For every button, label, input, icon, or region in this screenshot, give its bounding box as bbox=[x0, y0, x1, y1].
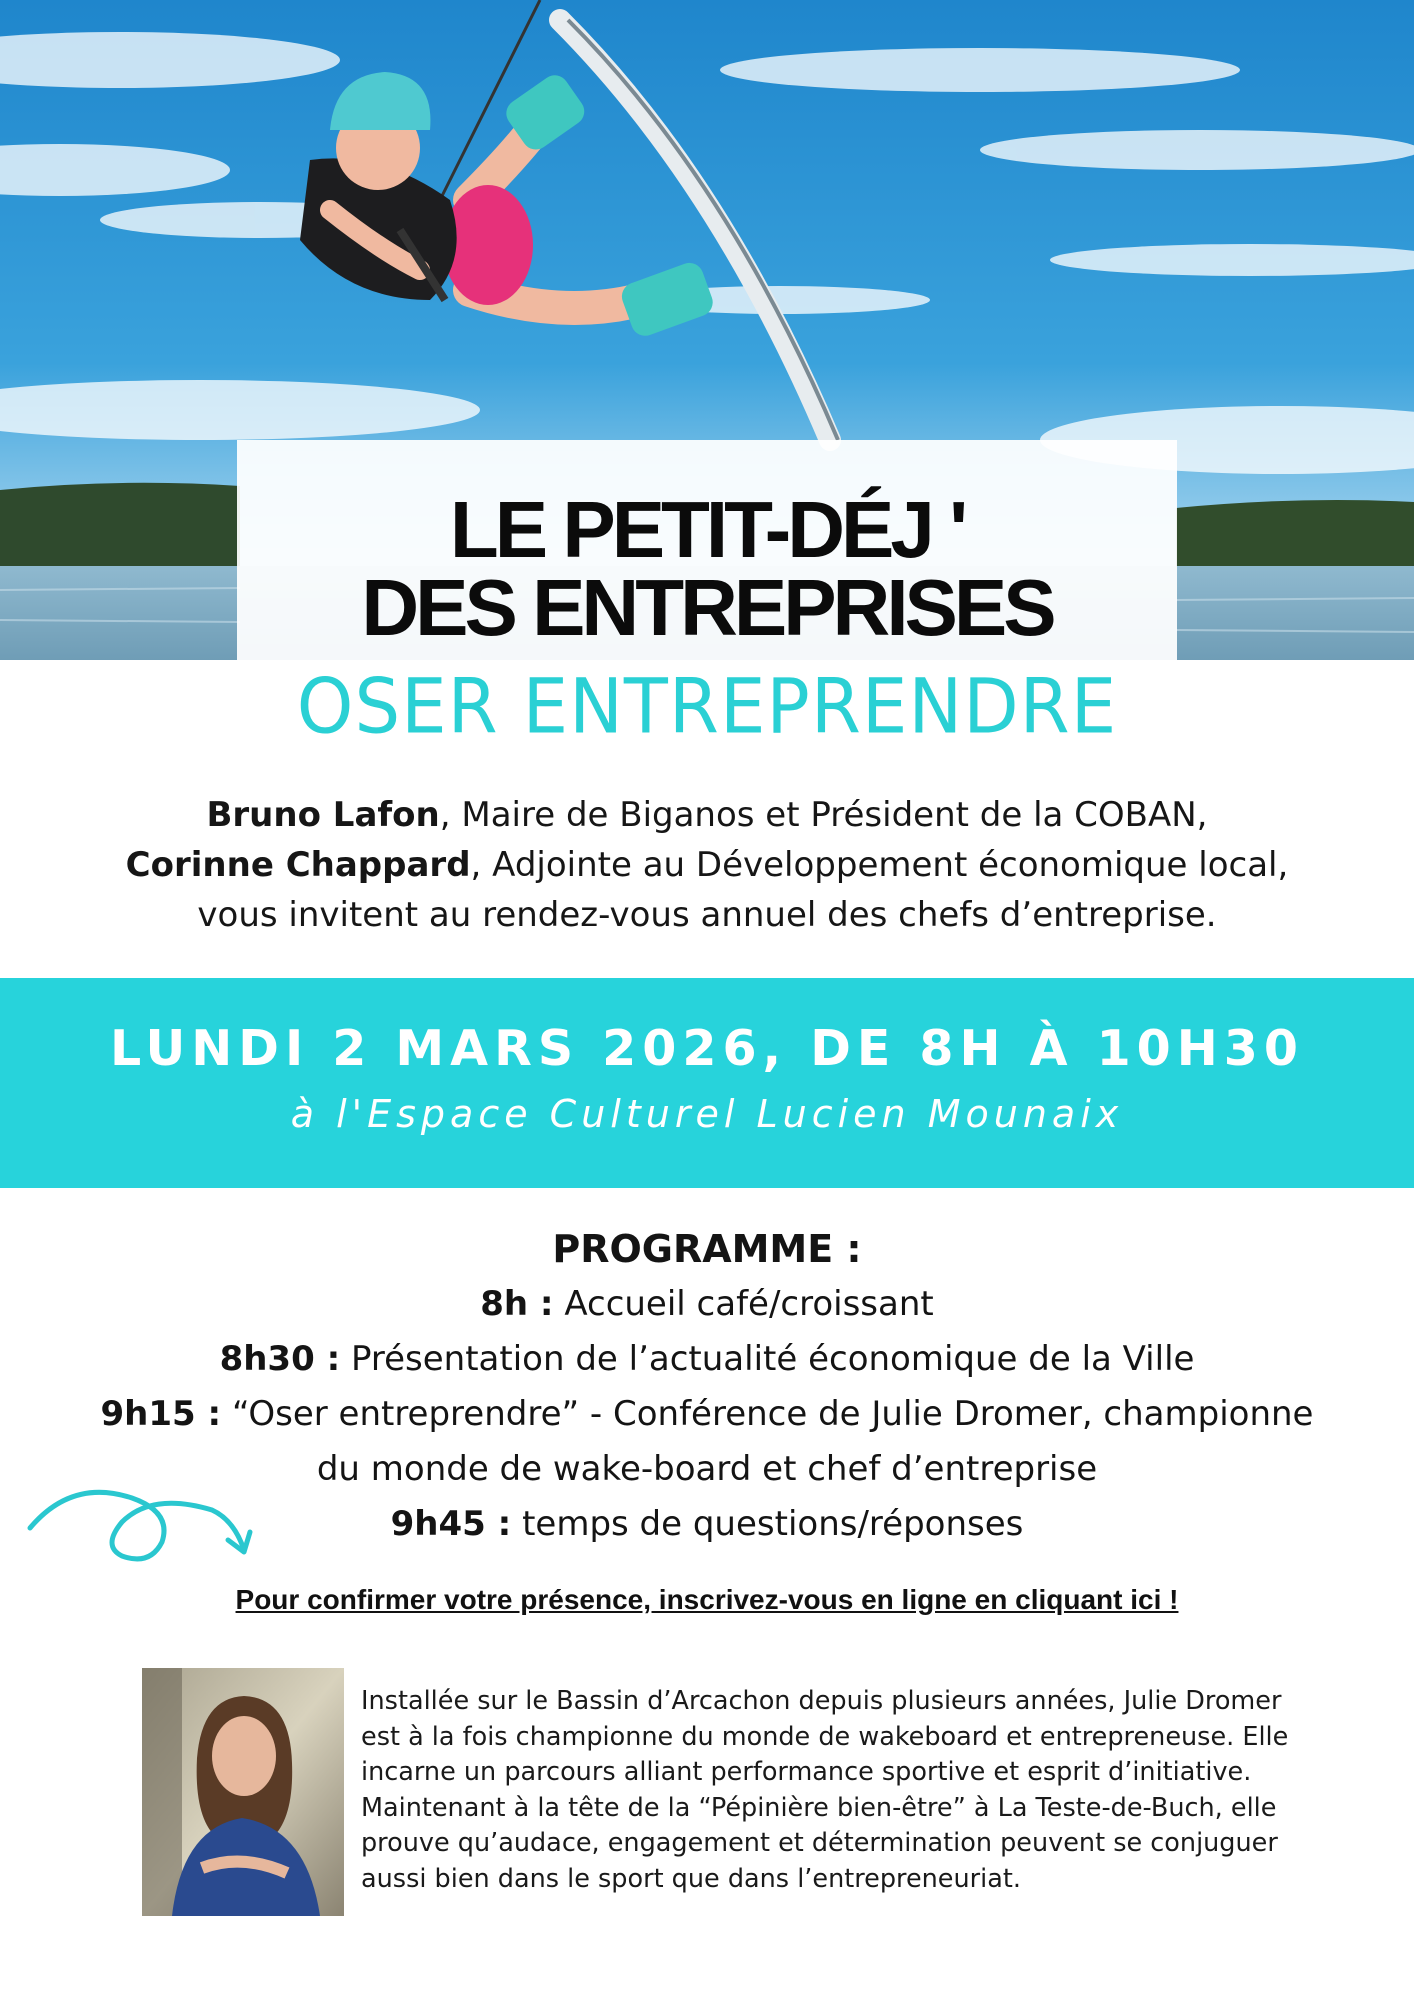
bio-line: est à la fois championne du monde de wakeboard et entrepreneuse. Elle bbox=[361, 1721, 1289, 1752]
programme-text: du monde de wake-board et chef d’entreprise bbox=[316, 1449, 1098, 1489]
programme-text: Accueil café/croissant bbox=[553, 1284, 934, 1324]
bio-line: Installée sur le Bassin d’Arcachon depuis plusieurs années, Julie Dromer bbox=[361, 1686, 1282, 1716]
title-line-2: DES ENTREPRISES bbox=[361, 563, 1053, 652]
programme-time: 9h15 : bbox=[100, 1394, 222, 1434]
programme-text: temps de questions/réponses bbox=[511, 1504, 1024, 1544]
treeline-right bbox=[1176, 500, 1414, 575]
programme-time: 8h : bbox=[480, 1284, 554, 1324]
shorts bbox=[443, 185, 533, 305]
speaker-portrait bbox=[142, 1668, 344, 1916]
bio-line: Maintenant à la tête de la “Pépinière bien-être” à La Teste-de-Buch, elle bbox=[361, 1792, 1277, 1823]
host-name-1: Bruno Lafon bbox=[206, 795, 440, 835]
programme-text: Présentation de l’actualité économique de la Ville bbox=[340, 1339, 1195, 1379]
bio-line: incarne un parcours alliant performance sportive et esprit d’initiative. bbox=[361, 1757, 1252, 1787]
bio-line: prouve qu’audace, engagement et détermination peuvent se conjuguer bbox=[361, 1828, 1278, 1858]
programme-item bbox=[40, 1277, 1374, 1332]
treeline-left bbox=[0, 483, 240, 570]
invite-line-3: vous invitent au rendez-vous annuel des chefs d’entreprise. bbox=[197, 895, 1217, 935]
invite-line-1 bbox=[40, 790, 1374, 840]
host-role-1: , Maire de Biganos et Président de la COBAN, bbox=[439, 795, 1208, 835]
programme-item bbox=[40, 1387, 1374, 1442]
title-card bbox=[237, 440, 1177, 660]
loop-arrow-icon bbox=[22, 1470, 262, 1570]
invitation-text bbox=[40, 790, 1374, 940]
register-link[interactable]: Pour confirmer votre présence, inscrivez-vous en ligne en cliquant ici ! bbox=[235, 1584, 1179, 1615]
event-place: à l'Espace Culturel Lucien Mounaix bbox=[290, 1092, 1124, 1136]
programme-text: “Oser entreprendre” - Conférence de Julie Dromer, championne bbox=[221, 1394, 1314, 1434]
event-band bbox=[0, 978, 1414, 1188]
speaker-bio bbox=[361, 1684, 1341, 1897]
programme-item bbox=[40, 1332, 1374, 1387]
invite-line-2 bbox=[40, 840, 1374, 890]
host-role-2: , Adjointe au Développement économique local, bbox=[470, 845, 1289, 885]
programme-time: 9h45 : bbox=[390, 1504, 512, 1544]
subtitle: OSER ENTREPRENDRE bbox=[296, 661, 1118, 751]
programme-title: PROGRAMME : bbox=[552, 1227, 862, 1271]
title-line-1: LE PETIT-DÉJ ' bbox=[449, 485, 965, 574]
bio-line: aussi bien dans le sport que dans l’entrepreneuriat. bbox=[361, 1863, 1021, 1894]
host-name-2: Corinne Chappard bbox=[125, 845, 471, 885]
programme-time: 8h30 : bbox=[219, 1339, 341, 1379]
event-date: LUNDI 2 MARS 2026, DE 8H À 10H30 bbox=[110, 1020, 1304, 1077]
